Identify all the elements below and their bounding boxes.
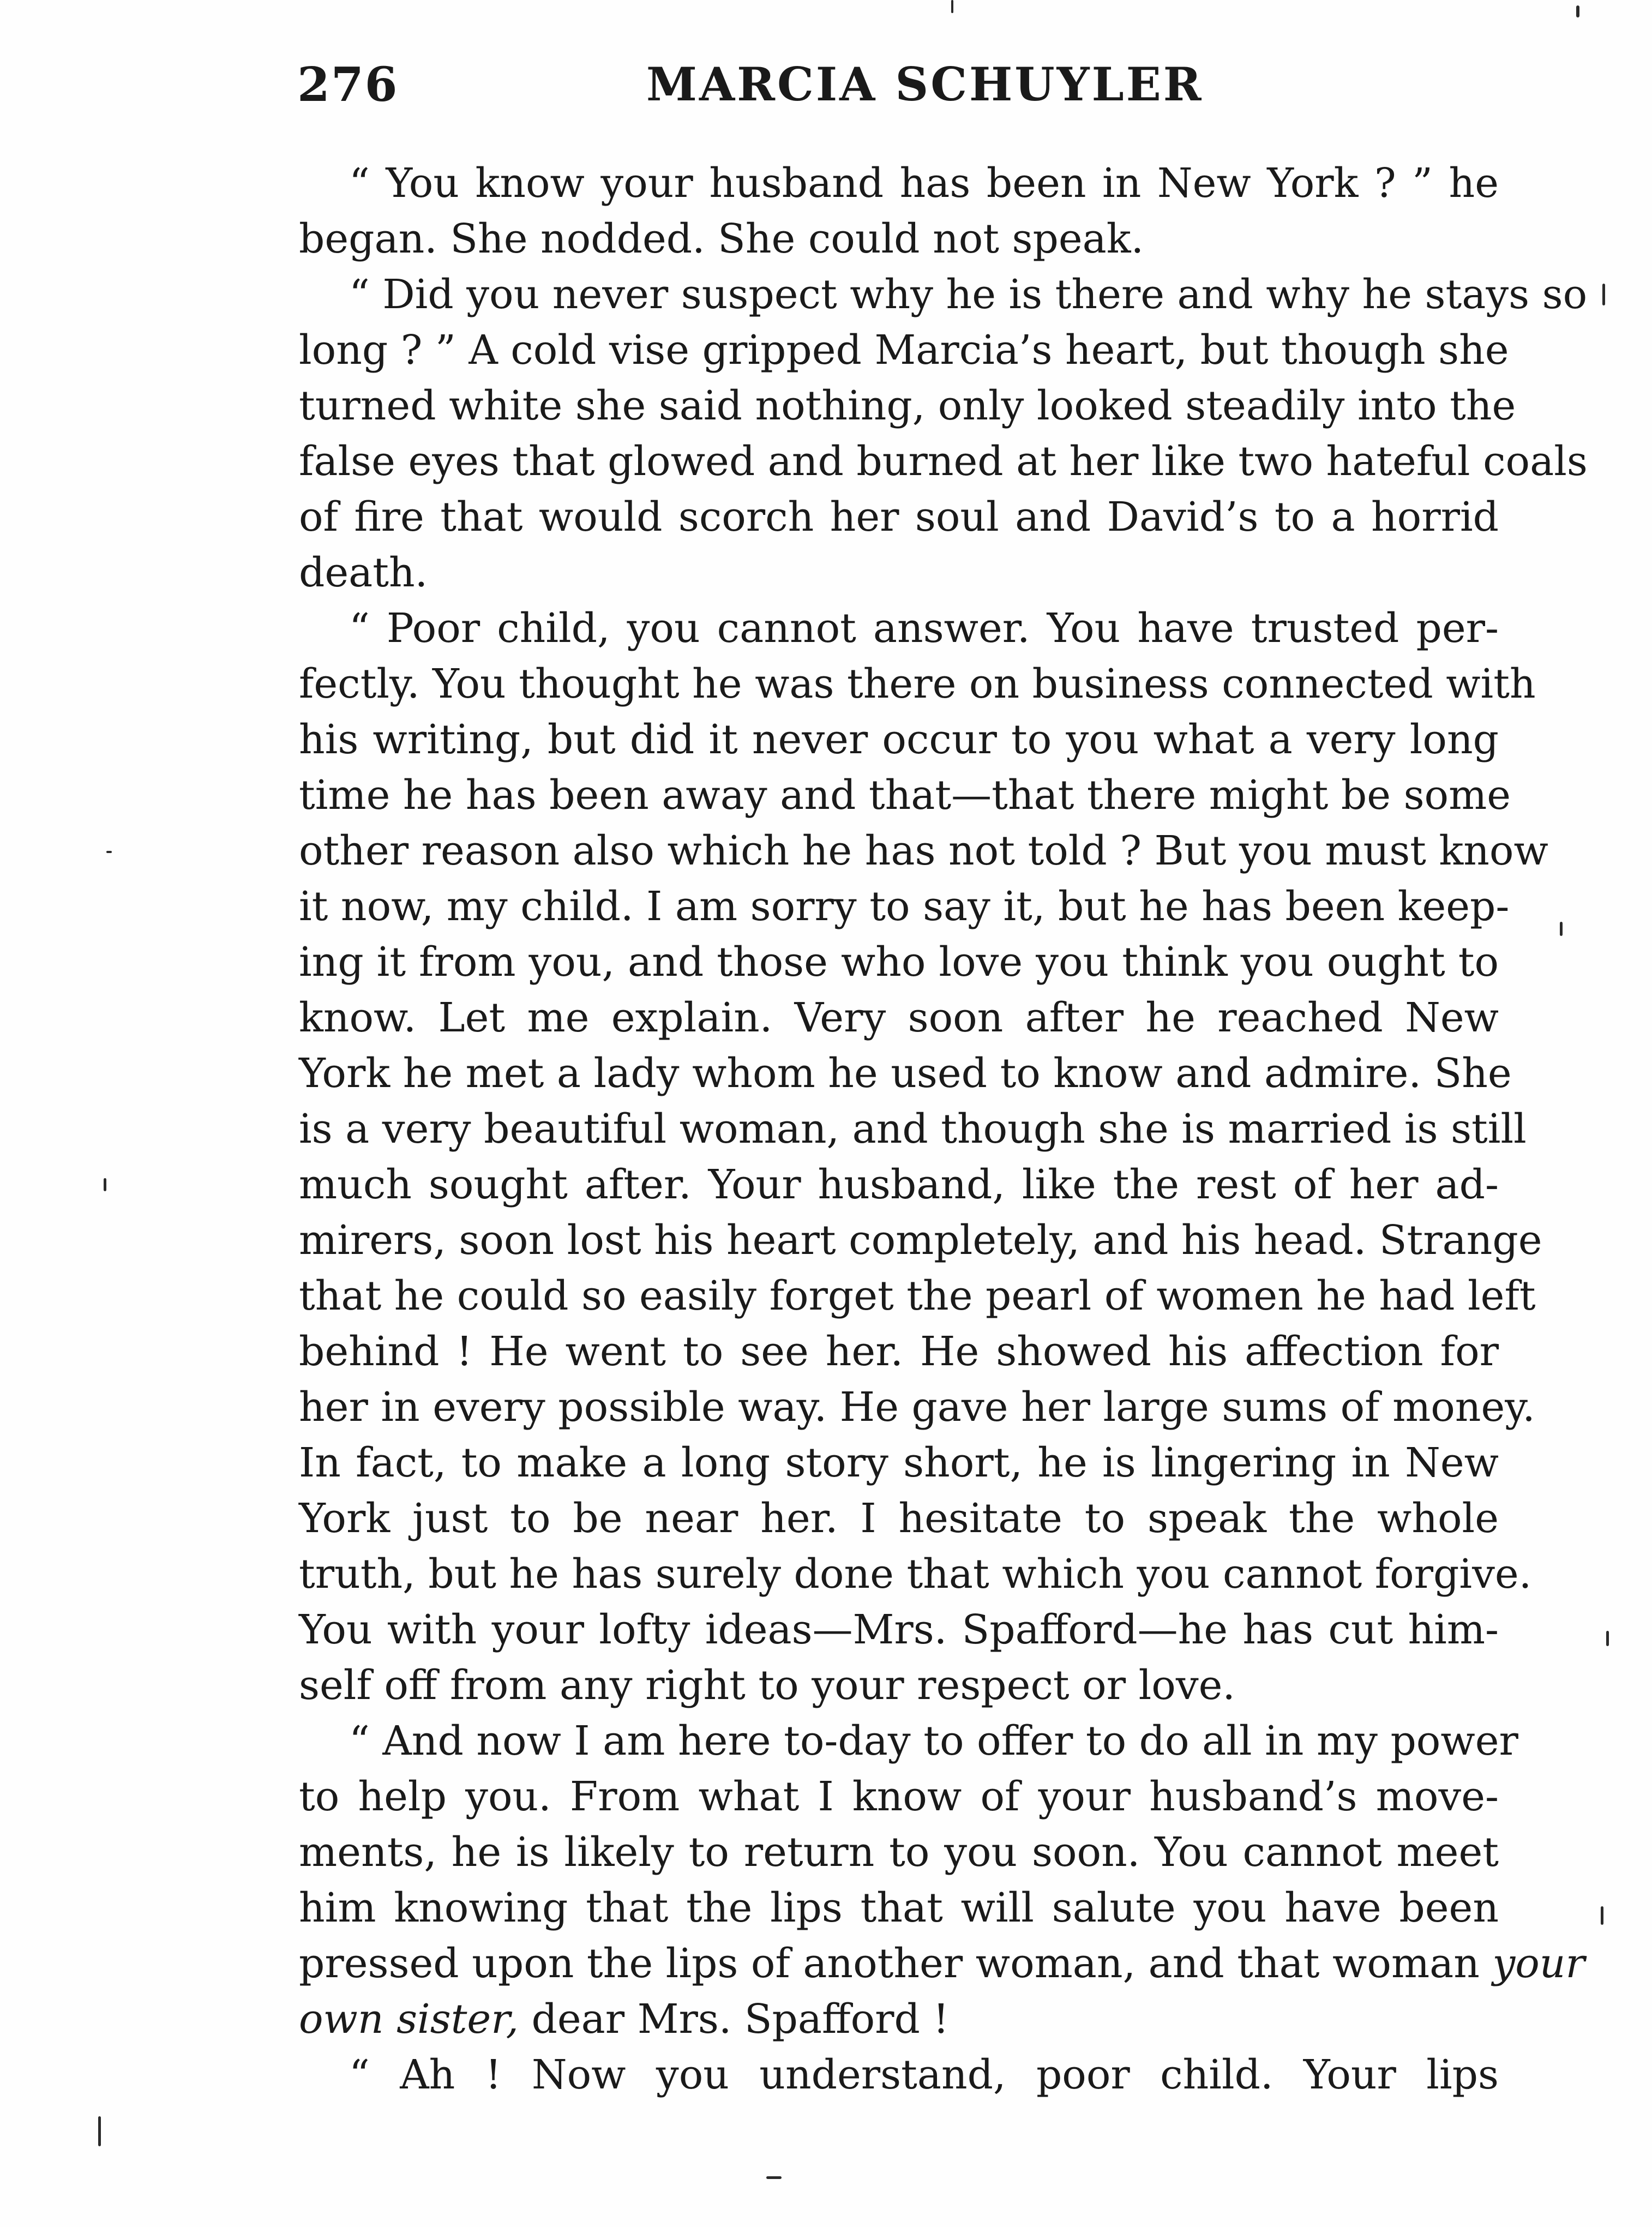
scan-speck bbox=[1601, 1906, 1603, 1925]
scan-speck bbox=[1576, 5, 1579, 17]
scan-speck bbox=[98, 2116, 101, 2146]
text-line: You with your lofty ideas—Mrs. Spafford—he has cut him- bbox=[299, 1606, 1499, 1653]
text-line: turned white she said nothing, only looked steadily into the bbox=[299, 382, 1516, 429]
text-line: “ You know your husband has been in New York ? ” he bbox=[349, 160, 1499, 207]
scan-speck bbox=[951, 0, 953, 13]
text-line-with-italic bbox=[299, 1991, 1499, 2047]
text-line: “ Did you never suspect why he is there and why he stays so bbox=[349, 271, 1588, 318]
text-line: mirers, soon lost his heart completely, and his head. Strange bbox=[299, 1217, 1542, 1264]
text-line: long ? ” A cold vise gripped Marcia’s heart, but though she bbox=[299, 327, 1509, 374]
italic-text: own sister, bbox=[299, 1996, 519, 2043]
scan-speck bbox=[1560, 922, 1563, 936]
text-line: “ And now I am here to-day to offer to do all in my power bbox=[349, 1718, 1518, 1764]
text-line: know. Let me explain. Very soon after he reached New bbox=[299, 994, 1499, 1041]
page-number: 276 bbox=[297, 57, 399, 112]
text-line: false eyes that glowed and burned at her like two hateful coals bbox=[299, 438, 1588, 485]
scan-speck bbox=[106, 851, 112, 853]
text-line: ments, he is likely to return to you soon. You cannot meet bbox=[299, 1829, 1499, 1876]
text-line: “ Ah ! Now you understand, poor child. Your lips bbox=[349, 2051, 1499, 2098]
text-line: truth, but he has surely done that which you cannot forgive. bbox=[299, 1551, 1532, 1598]
text-line: “ Poor child, you cannot answer. You have trusted per- bbox=[349, 605, 1499, 652]
text-line: of fire that would scorch her soul and David’s to a horrid bbox=[299, 494, 1499, 541]
scan-speck bbox=[766, 2176, 782, 2179]
text-line: that he could so easily forget the pearl of women he had left bbox=[299, 1272, 1536, 1319]
body-text bbox=[299, 155, 1588, 2103]
scan-speck bbox=[104, 1178, 106, 1191]
text-line: his writing, but did it never occur to you what a very long bbox=[299, 716, 1499, 763]
text-line: death. bbox=[299, 549, 428, 596]
text-line: York he met a lady whom he used to know and admire. She bbox=[299, 1050, 1512, 1097]
italic-text: your bbox=[1492, 1940, 1585, 1987]
running-head: MARCIA SCHUYLER bbox=[646, 57, 1204, 111]
page-header bbox=[297, 57, 1503, 117]
text-line: ing it from you, and those who love you think you ought to bbox=[299, 939, 1499, 986]
text-line: time he has been away and that—that there might be some bbox=[299, 772, 1511, 819]
text-line: much sought after. Your husband, like the rest of her ad- bbox=[299, 1161, 1499, 1208]
text-segment: pressed upon the lips of another woman, and that woman bbox=[299, 1940, 1480, 1987]
text-line: began. She nodded. She could not speak. bbox=[299, 215, 1144, 262]
text-line: is a very beautiful woman, and though she is married is still bbox=[299, 1106, 1527, 1152]
text-line: In fact, to make a long story short, he is lingering in New bbox=[299, 1439, 1499, 1486]
text-line: it now, my child. I am sorry to say it, but he has been keep- bbox=[299, 883, 1510, 930]
text-line: York just to be near her. I hesitate to speak the whole bbox=[299, 1495, 1499, 1542]
text-line: behind ! He went to see her. He showed his affection for bbox=[299, 1328, 1499, 1375]
text-line-with-italic bbox=[299, 1936, 1585, 1991]
text-line: him knowing that the lips that will salute you have been bbox=[299, 1884, 1499, 1931]
text-line: to help you. From what I know of your husband’s move- bbox=[299, 1773, 1499, 1820]
text-line: self off from any right to your respect or love. bbox=[299, 1662, 1235, 1709]
text-line: fectly. You thought he was there on business connected with bbox=[299, 661, 1536, 707]
scan-speck bbox=[1602, 284, 1605, 305]
text-segment: dear Mrs. Spafford ! bbox=[519, 1996, 950, 2043]
text-line: other reason also which he has not told ? But you must know bbox=[299, 827, 1548, 874]
scan-speck bbox=[1606, 1631, 1609, 1646]
text-line: her in every possible way. He gave her large sums of money. bbox=[299, 1384, 1535, 1431]
